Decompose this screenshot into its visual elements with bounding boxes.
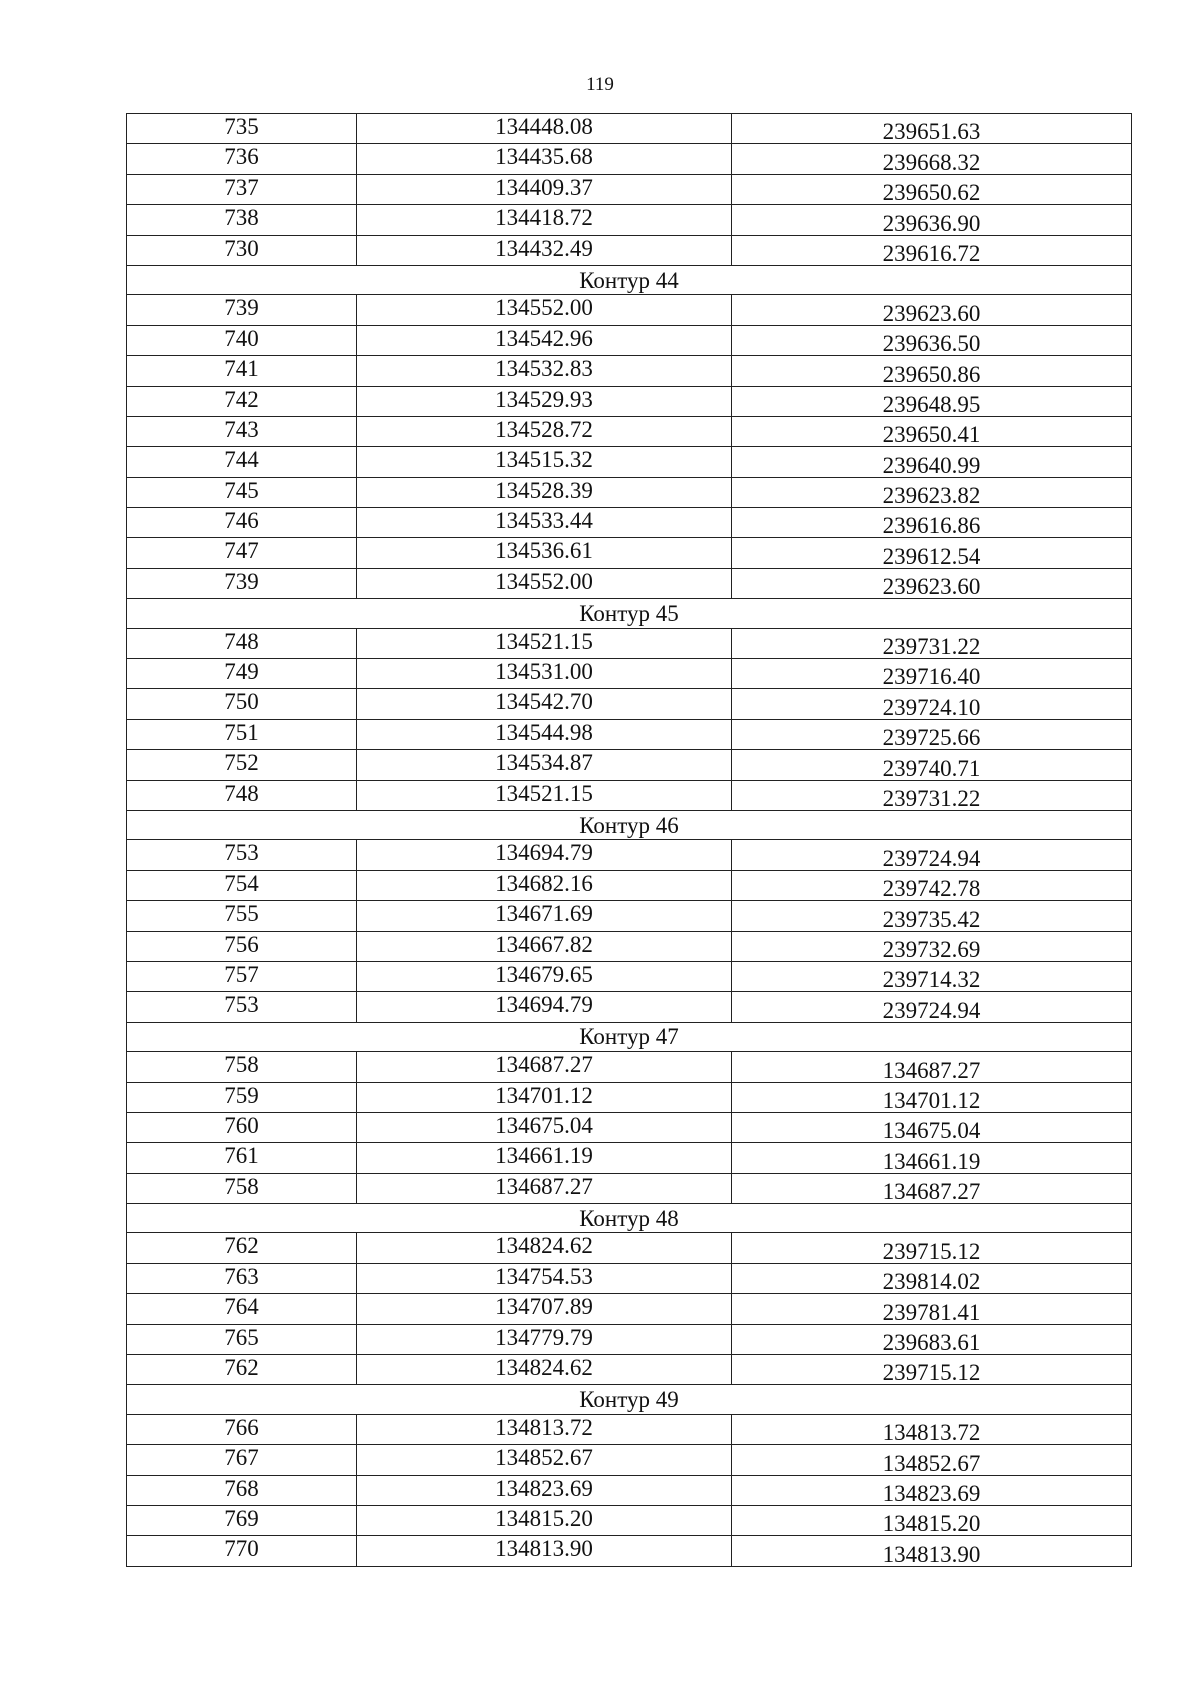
y-coordinate-cell: 239636.50 <box>732 325 1132 355</box>
table-row <box>127 1233 1132 1263</box>
contour-header-row <box>127 265 1132 294</box>
table-row <box>127 870 1132 900</box>
x-coordinate-cell: 134534.87 <box>357 750 732 780</box>
x-coordinate-cell: 134542.96 <box>357 325 732 355</box>
y-coordinate-cell: 239742.78 <box>732 870 1132 900</box>
point-number-cell: 748 <box>127 628 357 658</box>
y-coordinate-cell: 239650.41 <box>732 416 1132 446</box>
table-row <box>127 295 1132 325</box>
contour-header-row <box>127 599 1132 628</box>
x-coordinate-cell: 134667.82 <box>357 931 732 961</box>
table-row <box>127 1173 1132 1203</box>
point-number-cell: 766 <box>127 1414 357 1444</box>
contour-label: Контур 48 <box>127 1204 1132 1233</box>
point-number-cell: 751 <box>127 719 357 749</box>
table-row <box>127 235 1132 265</box>
y-coordinate-cell: 239623.60 <box>732 568 1132 598</box>
x-coordinate-cell: 134823.69 <box>357 1475 732 1505</box>
table-row <box>127 901 1132 931</box>
point-number-cell: 738 <box>127 205 357 235</box>
point-number-cell: 746 <box>127 508 357 538</box>
point-number-cell: 764 <box>127 1294 357 1324</box>
point-number-cell: 762 <box>127 1233 357 1263</box>
point-number-cell: 743 <box>127 416 357 446</box>
table-row <box>127 508 1132 538</box>
y-coordinate-cell: 239814.02 <box>732 1263 1132 1293</box>
contour-header-row <box>127 1385 1132 1414</box>
table-row <box>127 416 1132 446</box>
x-coordinate-cell: 134813.72 <box>357 1414 732 1444</box>
contour-label: Контур 44 <box>127 265 1132 294</box>
point-number-cell: 759 <box>127 1082 357 1112</box>
y-coordinate-cell: 239612.54 <box>732 538 1132 568</box>
point-number-cell: 762 <box>127 1355 357 1385</box>
table-row <box>127 356 1132 386</box>
x-coordinate-cell: 134552.00 <box>357 295 732 325</box>
table-row <box>127 1082 1132 1112</box>
y-coordinate-cell: 239648.95 <box>732 386 1132 416</box>
y-coordinate-cell: 239740.71 <box>732 750 1132 780</box>
x-coordinate-cell: 134521.15 <box>357 780 732 810</box>
contour-label: Контур 46 <box>127 810 1132 839</box>
table-row <box>127 538 1132 568</box>
y-coordinate-cell: 239716.40 <box>732 659 1132 689</box>
y-coordinate-cell: 134701.12 <box>732 1082 1132 1112</box>
x-coordinate-cell: 134671.69 <box>357 901 732 931</box>
table-row <box>127 1112 1132 1142</box>
point-number-cell: 758 <box>127 1052 357 1082</box>
table-row <box>127 750 1132 780</box>
table-row <box>127 1052 1132 1082</box>
y-coordinate-cell: 239724.94 <box>732 992 1132 1022</box>
x-coordinate-cell: 134754.53 <box>357 1263 732 1293</box>
point-number-cell: 739 <box>127 295 357 325</box>
table-row <box>127 386 1132 416</box>
y-coordinate-cell: 239732.69 <box>732 931 1132 961</box>
table-row <box>127 780 1132 810</box>
x-coordinate-cell: 134536.61 <box>357 538 732 568</box>
y-coordinate-cell: 239714.32 <box>732 961 1132 991</box>
point-number-cell: 735 <box>127 114 357 144</box>
y-coordinate-cell: 134661.19 <box>732 1143 1132 1173</box>
contour-header-row <box>127 810 1132 839</box>
table-row <box>127 1475 1132 1505</box>
x-coordinate-cell: 134687.27 <box>357 1173 732 1203</box>
table-row <box>127 689 1132 719</box>
x-coordinate-cell: 134418.72 <box>357 205 732 235</box>
x-coordinate-cell: 134435.68 <box>357 144 732 174</box>
point-number-cell: 765 <box>127 1324 357 1354</box>
x-coordinate-cell: 134679.65 <box>357 961 732 991</box>
y-coordinate-cell: 239725.66 <box>732 719 1132 749</box>
y-coordinate-cell: 134687.27 <box>732 1173 1132 1203</box>
table-row <box>127 114 1132 144</box>
x-coordinate-cell: 134448.08 <box>357 114 732 144</box>
point-number-cell: 767 <box>127 1445 357 1475</box>
point-number-cell: 744 <box>127 447 357 477</box>
x-coordinate-cell: 134779.79 <box>357 1324 732 1354</box>
point-number-cell: 736 <box>127 144 357 174</box>
y-coordinate-cell: 239623.82 <box>732 477 1132 507</box>
x-coordinate-cell: 134409.37 <box>357 174 732 204</box>
point-number-cell: 730 <box>127 235 357 265</box>
x-coordinate-cell: 134661.19 <box>357 1143 732 1173</box>
table-row <box>127 447 1132 477</box>
table-row <box>127 205 1132 235</box>
table-row <box>127 1263 1132 1293</box>
coordinates-table-body <box>127 114 1132 1567</box>
contour-header-row <box>127 1204 1132 1233</box>
point-number-cell: 761 <box>127 1143 357 1173</box>
point-number-cell: 763 <box>127 1263 357 1293</box>
point-number-cell: 754 <box>127 870 357 900</box>
table-row <box>127 144 1132 174</box>
y-coordinate-cell: 134813.72 <box>732 1414 1132 1444</box>
y-coordinate-cell: 134687.27 <box>732 1052 1132 1082</box>
table-row <box>127 1294 1132 1324</box>
x-coordinate-cell: 134515.32 <box>357 447 732 477</box>
point-number-cell: 748 <box>127 780 357 810</box>
point-number-cell: 756 <box>127 931 357 961</box>
y-coordinate-cell: 239715.12 <box>732 1355 1132 1385</box>
table-row <box>127 1445 1132 1475</box>
y-coordinate-cell: 239735.42 <box>732 901 1132 931</box>
table-row <box>127 1505 1132 1535</box>
table-row <box>127 1536 1132 1566</box>
point-number-cell: 770 <box>127 1536 357 1566</box>
point-number-cell: 742 <box>127 386 357 416</box>
point-number-cell: 750 <box>127 689 357 719</box>
contour-label: Контур 47 <box>127 1022 1132 1051</box>
point-number-cell: 753 <box>127 840 357 870</box>
point-number-cell: 755 <box>127 901 357 931</box>
y-coordinate-cell: 239731.22 <box>732 780 1132 810</box>
table-row <box>127 659 1132 689</box>
x-coordinate-cell: 134815.20 <box>357 1505 732 1535</box>
table-row <box>127 931 1132 961</box>
y-coordinate-cell: 239683.61 <box>732 1324 1132 1354</box>
page-number: 119 <box>586 74 614 95</box>
contour-header-row <box>127 1022 1132 1051</box>
table-row <box>127 719 1132 749</box>
point-number-cell: 758 <box>127 1173 357 1203</box>
table-row <box>127 628 1132 658</box>
table-row <box>127 1355 1132 1385</box>
table-row <box>127 1324 1132 1354</box>
point-number-cell: 760 <box>127 1112 357 1142</box>
contour-label: Контур 45 <box>127 599 1132 628</box>
coordinates-table <box>126 113 1132 1567</box>
y-coordinate-cell: 134823.69 <box>732 1475 1132 1505</box>
point-number-cell: 740 <box>127 325 357 355</box>
y-coordinate-cell: 239650.86 <box>732 356 1132 386</box>
x-coordinate-cell: 134701.12 <box>357 1082 732 1112</box>
contour-label: Контур 49 <box>127 1385 1132 1414</box>
table-row <box>127 174 1132 204</box>
y-coordinate-cell: 134815.20 <box>732 1505 1132 1535</box>
point-number-cell: 745 <box>127 477 357 507</box>
y-coordinate-cell: 239616.86 <box>732 508 1132 538</box>
point-number-cell: 752 <box>127 750 357 780</box>
x-coordinate-cell: 134531.00 <box>357 659 732 689</box>
table-row <box>127 992 1132 1022</box>
point-number-cell: 741 <box>127 356 357 386</box>
y-coordinate-cell: 239724.10 <box>732 689 1132 719</box>
x-coordinate-cell: 134528.39 <box>357 477 732 507</box>
x-coordinate-cell: 134707.89 <box>357 1294 732 1324</box>
table-row <box>127 1143 1132 1173</box>
point-number-cell: 749 <box>127 659 357 689</box>
x-coordinate-cell: 134521.15 <box>357 628 732 658</box>
x-coordinate-cell: 134529.93 <box>357 386 732 416</box>
x-coordinate-cell: 134542.70 <box>357 689 732 719</box>
table-row <box>127 568 1132 598</box>
y-coordinate-cell: 134675.04 <box>732 1112 1132 1142</box>
table-row <box>127 325 1132 355</box>
table-row <box>127 961 1132 991</box>
y-coordinate-cell: 239724.94 <box>732 840 1132 870</box>
x-coordinate-cell: 134528.72 <box>357 416 732 446</box>
table-row <box>127 1414 1132 1444</box>
x-coordinate-cell: 134682.16 <box>357 870 732 900</box>
y-coordinate-cell: 239623.60 <box>732 295 1132 325</box>
x-coordinate-cell: 134852.67 <box>357 1445 732 1475</box>
y-coordinate-cell: 239715.12 <box>732 1233 1132 1263</box>
table-row <box>127 840 1132 870</box>
y-coordinate-cell: 134852.67 <box>732 1445 1132 1475</box>
x-coordinate-cell: 134813.90 <box>357 1536 732 1566</box>
y-coordinate-cell: 239616.72 <box>732 235 1132 265</box>
x-coordinate-cell: 134432.49 <box>357 235 732 265</box>
y-coordinate-cell: 239640.99 <box>732 447 1132 477</box>
x-coordinate-cell: 134533.44 <box>357 508 732 538</box>
point-number-cell: 753 <box>127 992 357 1022</box>
point-number-cell: 757 <box>127 961 357 991</box>
x-coordinate-cell: 134552.00 <box>357 568 732 598</box>
y-coordinate-cell: 239636.90 <box>732 205 1132 235</box>
y-coordinate-cell: 239731.22 <box>732 628 1132 658</box>
x-coordinate-cell: 134694.79 <box>357 840 732 870</box>
x-coordinate-cell: 134544.98 <box>357 719 732 749</box>
y-coordinate-cell: 239650.62 <box>732 174 1132 204</box>
point-number-cell: 737 <box>127 174 357 204</box>
y-coordinate-cell: 134813.90 <box>732 1536 1132 1566</box>
y-coordinate-cell: 239651.63 <box>732 114 1132 144</box>
x-coordinate-cell: 134687.27 <box>357 1052 732 1082</box>
x-coordinate-cell: 134824.62 <box>357 1233 732 1263</box>
point-number-cell: 768 <box>127 1475 357 1505</box>
y-coordinate-cell: 239781.41 <box>732 1294 1132 1324</box>
point-number-cell: 747 <box>127 538 357 568</box>
point-number-cell: 769 <box>127 1505 357 1535</box>
x-coordinate-cell: 134532.83 <box>357 356 732 386</box>
point-number-cell: 739 <box>127 568 357 598</box>
x-coordinate-cell: 134694.79 <box>357 992 732 1022</box>
x-coordinate-cell: 134675.04 <box>357 1112 732 1142</box>
y-coordinate-cell: 239668.32 <box>732 144 1132 174</box>
x-coordinate-cell: 134824.62 <box>357 1355 732 1385</box>
table-row <box>127 477 1132 507</box>
